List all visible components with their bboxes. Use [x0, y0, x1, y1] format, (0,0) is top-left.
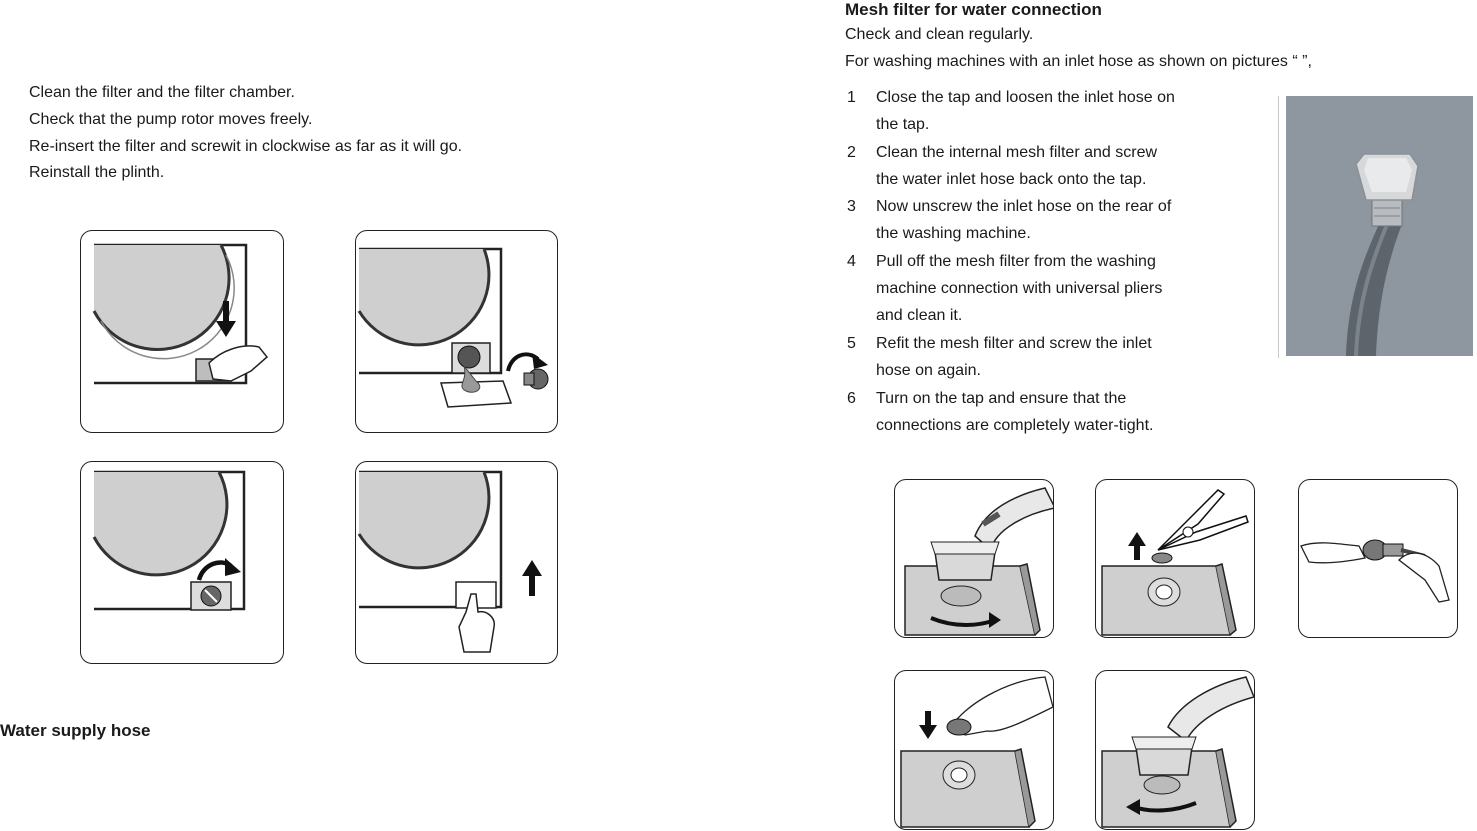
list-item: [876, 248, 1236, 329]
illustration-unscrew-filter: [355, 230, 558, 433]
illustration-pliers: [1095, 479, 1255, 638]
step-number: 2: [847, 144, 856, 161]
list-item: [876, 84, 1236, 138]
step-number: 1: [847, 89, 856, 106]
step-line: the washing machine.: [876, 225, 1031, 242]
step-line: Pull off the mesh filter from the washing: [876, 253, 1156, 270]
down-arrow-icon: [919, 711, 937, 739]
illustration-open-flap: [80, 230, 284, 433]
intro-check-clean: Check and clean regularly.: [845, 26, 1034, 43]
step-line: the water inlet hose back onto the tap.: [876, 171, 1147, 188]
step-line: and clean it.: [876, 307, 963, 324]
step-line: hose on again.: [876, 362, 981, 379]
step-line: Clean the internal mesh filter and screw: [876, 144, 1158, 161]
step-line: the tap.: [876, 116, 930, 133]
illustration-clean-filter: [1298, 479, 1458, 638]
list-item: [876, 193, 1236, 247]
step-number: 6: [847, 390, 856, 407]
illustration-insert-filter: [894, 670, 1054, 830]
page-title: Mesh filter for water connection: [845, 0, 1102, 19]
up-arrow-icon: [1128, 532, 1146, 560]
step-line: Turn on the tap and ensure that the: [876, 390, 1127, 407]
step-line: Now unscrew the inlet hose on the rear of: [876, 198, 1172, 215]
step-number: 5: [847, 335, 856, 352]
illustration-tighten-hose: [1095, 670, 1255, 830]
illustration-screw-filter: [80, 461, 284, 664]
intro-inlet-hose: For washing machines with an inlet hose as shown on pictures “ ”,: [845, 53, 1312, 70]
instruction-reinsert-filter: Re-insert the filter and screwit in clockwise as far as it will go.: [29, 138, 463, 155]
step-number: 3: [847, 198, 856, 215]
list-item: [876, 330, 1236, 384]
photo-divider: [1278, 96, 1279, 358]
instruction-check-rotor: Check that the pump rotor moves freely.: [29, 111, 313, 128]
step-number: 4: [847, 253, 856, 270]
instruction-reinstall-plinth: Reinstall the plinth.: [29, 164, 165, 181]
list-item: [876, 385, 1236, 439]
up-arrow-icon: [522, 560, 542, 596]
curved-arrow-icon: [508, 353, 548, 371]
list-item: [876, 139, 1236, 193]
illustration-reinstall-plinth: [355, 461, 558, 664]
pliers-icon: [1158, 490, 1248, 550]
step-line: connections are completely water-tight.: [876, 417, 1154, 434]
instruction-clean-filter: Clean the filter and the filter chamber.: [29, 84, 295, 101]
step-line: Close the tap and loosen the inlet hose on: [876, 89, 1175, 106]
section-title-water-supply-hose: Water supply hose: [0, 721, 151, 740]
illustration-loosen-hose: [894, 479, 1054, 638]
step-line: Refit the mesh filter and screw the inlet: [876, 335, 1152, 352]
step-line: machine connection with universal pliers: [876, 280, 1163, 297]
inlet-hose-photo: [1286, 96, 1473, 356]
